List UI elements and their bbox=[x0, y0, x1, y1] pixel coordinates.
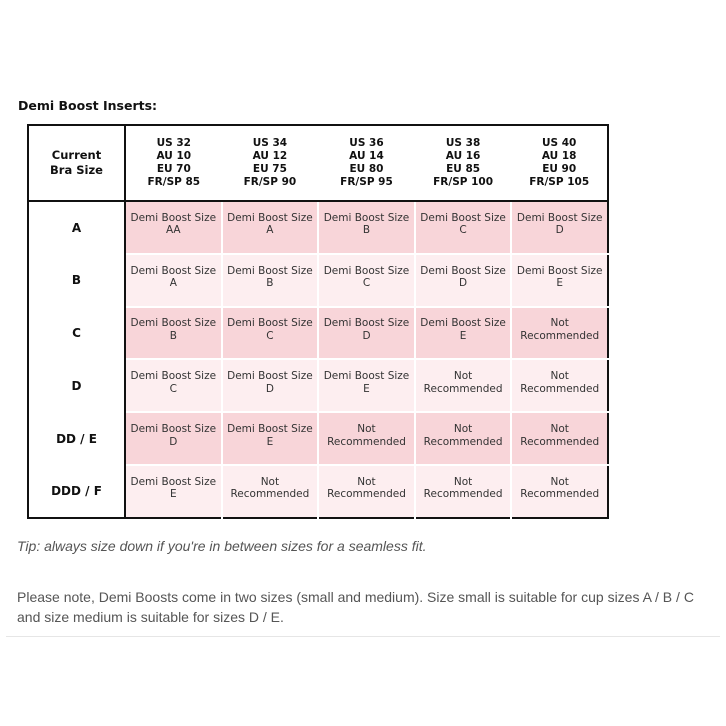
column-header-line: US 36 bbox=[349, 137, 384, 149]
size-cell bbox=[511, 201, 608, 254]
cell-text-line: Demi Boost Size bbox=[323, 264, 410, 277]
corner-label-line: Bra Size bbox=[50, 163, 103, 177]
column-header-us40 bbox=[511, 125, 608, 201]
cell-text-line: E bbox=[363, 382, 370, 395]
column-header-line: FR/SP 105 bbox=[529, 176, 590, 188]
cell-text-line: Demi Boost Size bbox=[516, 264, 603, 277]
size-cell bbox=[511, 254, 608, 307]
column-header-line: EU 70 bbox=[156, 163, 191, 175]
cell-text-line: Recommended bbox=[520, 488, 600, 501]
cell-text-line: Not bbox=[357, 475, 376, 488]
cell-text-line: Not bbox=[550, 423, 569, 436]
column-header-line: FR/SP 100 bbox=[433, 176, 494, 188]
cell-text-line: C bbox=[362, 277, 371, 290]
cell-text-line: E bbox=[169, 488, 177, 501]
cell-text-line: Not bbox=[453, 370, 473, 383]
size-cell bbox=[125, 201, 222, 254]
cell-text-line: D bbox=[265, 382, 274, 395]
table-row bbox=[28, 359, 608, 412]
size-cell bbox=[222, 412, 319, 465]
column-header-line: US 38 bbox=[445, 137, 481, 149]
cell-text-line: D bbox=[362, 329, 371, 342]
size-cell bbox=[318, 307, 415, 360]
cell-text-line: Demi Boost Size bbox=[420, 211, 506, 224]
cell-text-line: Recommended bbox=[423, 435, 503, 448]
cell-text-line: B bbox=[266, 277, 274, 290]
column-header-line: US 34 bbox=[252, 137, 288, 149]
column-header-line: AU 18 bbox=[541, 150, 577, 162]
column-header-line: FR/SP 85 bbox=[147, 176, 201, 188]
size-cell bbox=[222, 201, 319, 254]
cell-text-line: Demi Boost Size bbox=[516, 211, 603, 224]
cell-text-line: Demi Boost Size bbox=[130, 475, 217, 488]
corner-label-line: Current bbox=[51, 148, 102, 162]
cell-text-line: Recommended bbox=[327, 488, 406, 501]
size-cell bbox=[318, 254, 415, 307]
row-header: B bbox=[28, 254, 125, 307]
cell-text-line: Recommended bbox=[423, 382, 503, 395]
size-cell bbox=[125, 359, 222, 412]
cell-text-line: Demi Boost Size bbox=[130, 370, 217, 383]
cell-text-line: Demi Boost Size bbox=[227, 317, 313, 330]
column-header-line: AU 10 bbox=[156, 150, 192, 162]
sizing-tip: Tip: always size down if you're in between sizes for a seamless fit. bbox=[17, 538, 427, 554]
cell-text-line: A bbox=[169, 277, 177, 290]
row-header: A bbox=[28, 201, 125, 254]
corner-header bbox=[28, 125, 125, 201]
column-header-line: EU 90 bbox=[542, 163, 577, 175]
cell-text-line: Not bbox=[550, 475, 569, 488]
cell-text-line: B bbox=[169, 329, 177, 342]
size-cell bbox=[415, 201, 512, 254]
cell-text-line: Not bbox=[550, 317, 569, 330]
cell-text-line: Demi Boost Size bbox=[420, 317, 506, 330]
column-header-us34 bbox=[222, 125, 319, 201]
cell-text-line: Not bbox=[357, 423, 376, 436]
cell-text-line: Not bbox=[453, 475, 473, 488]
cell-text-line: Recommended bbox=[327, 435, 406, 448]
size-chart-table bbox=[27, 124, 609, 519]
size-cell bbox=[125, 254, 222, 307]
cell-text-line: C bbox=[169, 382, 177, 395]
column-header-line: EU 75 bbox=[252, 163, 287, 175]
size-cell bbox=[415, 412, 512, 465]
size-cell bbox=[318, 465, 415, 518]
size-cell bbox=[318, 412, 415, 465]
size-cell bbox=[511, 359, 608, 412]
cell-text-line: A bbox=[266, 224, 274, 237]
section-divider bbox=[6, 636, 720, 637]
table-row bbox=[28, 254, 608, 307]
row-header: C bbox=[28, 307, 125, 360]
cell-text-line: D bbox=[459, 277, 468, 290]
cell-text-line: Demi Boost Size bbox=[130, 317, 217, 330]
column-header-line: FR/SP 90 bbox=[243, 176, 297, 188]
cell-text-line: Recommended bbox=[520, 382, 600, 395]
column-header-line: AU 12 bbox=[252, 150, 288, 162]
size-cell bbox=[511, 465, 608, 518]
size-cell bbox=[125, 412, 222, 465]
size-note: Please note, Demi Boosts come in two sizes (small and medium). Size small is suitable for cup sizes A / B / C and size medium is suitable for sizes D / E. bbox=[17, 589, 694, 625]
size-cell bbox=[125, 307, 222, 360]
column-header-us32 bbox=[125, 125, 222, 201]
cell-text-line: E bbox=[556, 277, 563, 290]
header-row bbox=[28, 125, 608, 201]
size-cell bbox=[222, 307, 319, 360]
table-row bbox=[28, 465, 608, 518]
row-header: DD / E bbox=[28, 412, 125, 465]
column-header-line: EU 80 bbox=[349, 163, 384, 175]
column-header-line: US 32 bbox=[156, 137, 191, 149]
cell-text-line: Recommended bbox=[520, 329, 600, 342]
size-cell bbox=[415, 307, 512, 360]
cell-text-line: Demi Boost Size bbox=[130, 423, 217, 436]
cell-text-line: C bbox=[266, 329, 274, 342]
cell-text-line: D bbox=[555, 224, 564, 237]
size-cell bbox=[222, 359, 319, 412]
cell-text-line: Recommended bbox=[520, 435, 600, 448]
cell-text-line: Demi Boost Size bbox=[227, 211, 313, 224]
table-row bbox=[28, 201, 608, 254]
cell-text-line: Demi Boost Size bbox=[323, 211, 410, 224]
cell-text-line: Demi Boost Size bbox=[130, 264, 217, 277]
size-cell bbox=[415, 359, 512, 412]
size-cell bbox=[415, 465, 512, 518]
cell-text-line: Not bbox=[550, 370, 569, 383]
cell-text-line: Demi Boost Size bbox=[323, 317, 410, 330]
cell-text-line: B bbox=[362, 224, 371, 237]
cell-text-line: E bbox=[266, 435, 274, 448]
size-cell bbox=[511, 412, 608, 465]
size-cell bbox=[415, 254, 512, 307]
cell-text-line: E bbox=[459, 329, 467, 342]
cell-text-line: Recommended bbox=[230, 488, 310, 501]
cell-text-line: D bbox=[169, 435, 178, 448]
cell-text-line: Demi Boost Size bbox=[130, 211, 217, 224]
table-row bbox=[28, 412, 608, 465]
column-header-us36 bbox=[318, 125, 415, 201]
cell-text-line: Recommended bbox=[423, 488, 503, 501]
row-header: DDD / F bbox=[28, 465, 125, 518]
size-cell bbox=[125, 465, 222, 518]
table-row bbox=[28, 307, 608, 360]
column-header-line: US 40 bbox=[542, 137, 577, 149]
row-header: D bbox=[28, 359, 125, 412]
cell-text-line: AA bbox=[165, 224, 181, 237]
cell-text-line: Not bbox=[260, 475, 280, 488]
cell-text-line: Demi Boost Size bbox=[227, 370, 313, 383]
column-header-us38 bbox=[415, 125, 512, 201]
cell-text-line: Demi Boost Size bbox=[227, 264, 313, 277]
cell-text-line: Demi Boost Size bbox=[420, 264, 506, 277]
section-heading: Demi Boost Inserts: bbox=[18, 98, 158, 113]
size-cell bbox=[318, 359, 415, 412]
cell-text-line: Demi Boost Size bbox=[323, 370, 410, 383]
size-cell bbox=[222, 254, 319, 307]
size-cell bbox=[318, 201, 415, 254]
column-header-line: FR/SP 95 bbox=[340, 176, 393, 188]
size-cell bbox=[222, 465, 319, 518]
column-header-line: AU 14 bbox=[349, 150, 384, 162]
cell-text-line: C bbox=[459, 224, 467, 237]
cell-text-line: Not bbox=[453, 423, 473, 436]
column-header-line: EU 85 bbox=[446, 163, 481, 175]
column-header-line: AU 16 bbox=[445, 150, 481, 162]
cell-text-line: Demi Boost Size bbox=[227, 423, 313, 436]
size-cell bbox=[511, 307, 608, 360]
